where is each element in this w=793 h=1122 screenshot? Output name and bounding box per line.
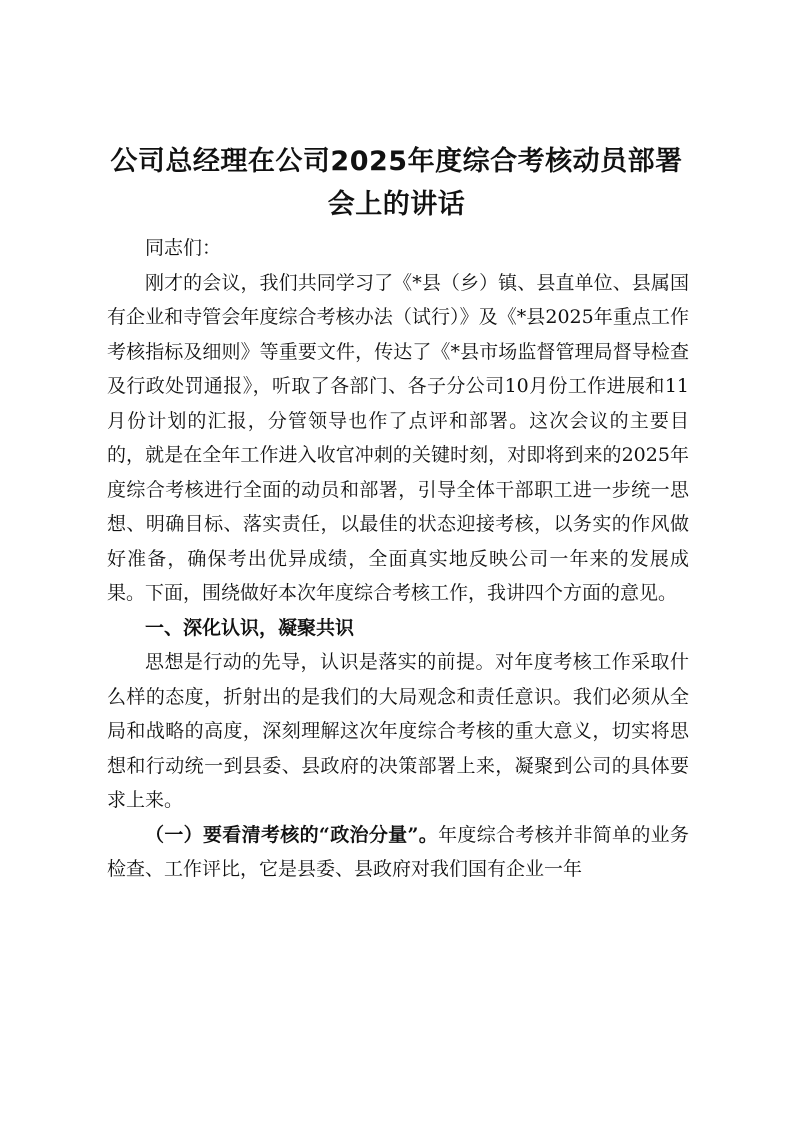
- document-title: 公司总经理在公司2025年度综合考核动员部署会上的讲话: [110, 146, 683, 220]
- greeting: 同志们：: [145, 237, 222, 259]
- paragraph-intro: 刚才的会议，我们共同学习了《*县（乡）镇、县直单位、县属国有企业和寺管会年度综合考核办法（试行）》及《*县2025年重点工作考核指标及细则》等重要文件，传达了《*县市场监督管理局督导检查及行政处罚通报》，听取了各部门、各子分公司10月份工作进展和11月份计划的汇报，分管领导也作了点评和部署。这次会议的主要目的，就是在全年工作进入收官冲刺的关键时刻，对即将到来的2025年度综合考核进行全面的动员和部署，引导全体干部职工进一步统一思想、明确目标、落实责任，以最佳的状态迎接考核，以务实的作风做好准备，确保考出优异成绩，全面真实地反映公司一年来的发展成果。下面，围绕做好本次年度综合考核工作，我讲四个方面的意见。: [107, 271, 689, 604]
- section-heading-1: 一、深化认识，凝聚共识: [145, 616, 355, 639]
- subsection-text-1: 年度综合考核并非简单的业务检查、工作评比，它是县委、县政府对我们国有企业一年: [107, 823, 689, 880]
- document-body: [107, 231, 689, 887]
- subsection-heading-1: （一）要看清考核的“政治分量”。: [145, 823, 439, 846]
- paragraph-subsection-1: [107, 818, 689, 887]
- paragraph-section-1: 思想是行动的先导，认识是落实的前提。对年度考核工作采取什么样的态度，折射出的是我们的大局观念和责任意识。我们必须从全局和战略的高度，深刻理解这次年度综合考核的重大意义，切实将思想和行动统一到县委、县政府的决策部署上来，凝聚到公司的具体要求上来。: [107, 651, 689, 811]
